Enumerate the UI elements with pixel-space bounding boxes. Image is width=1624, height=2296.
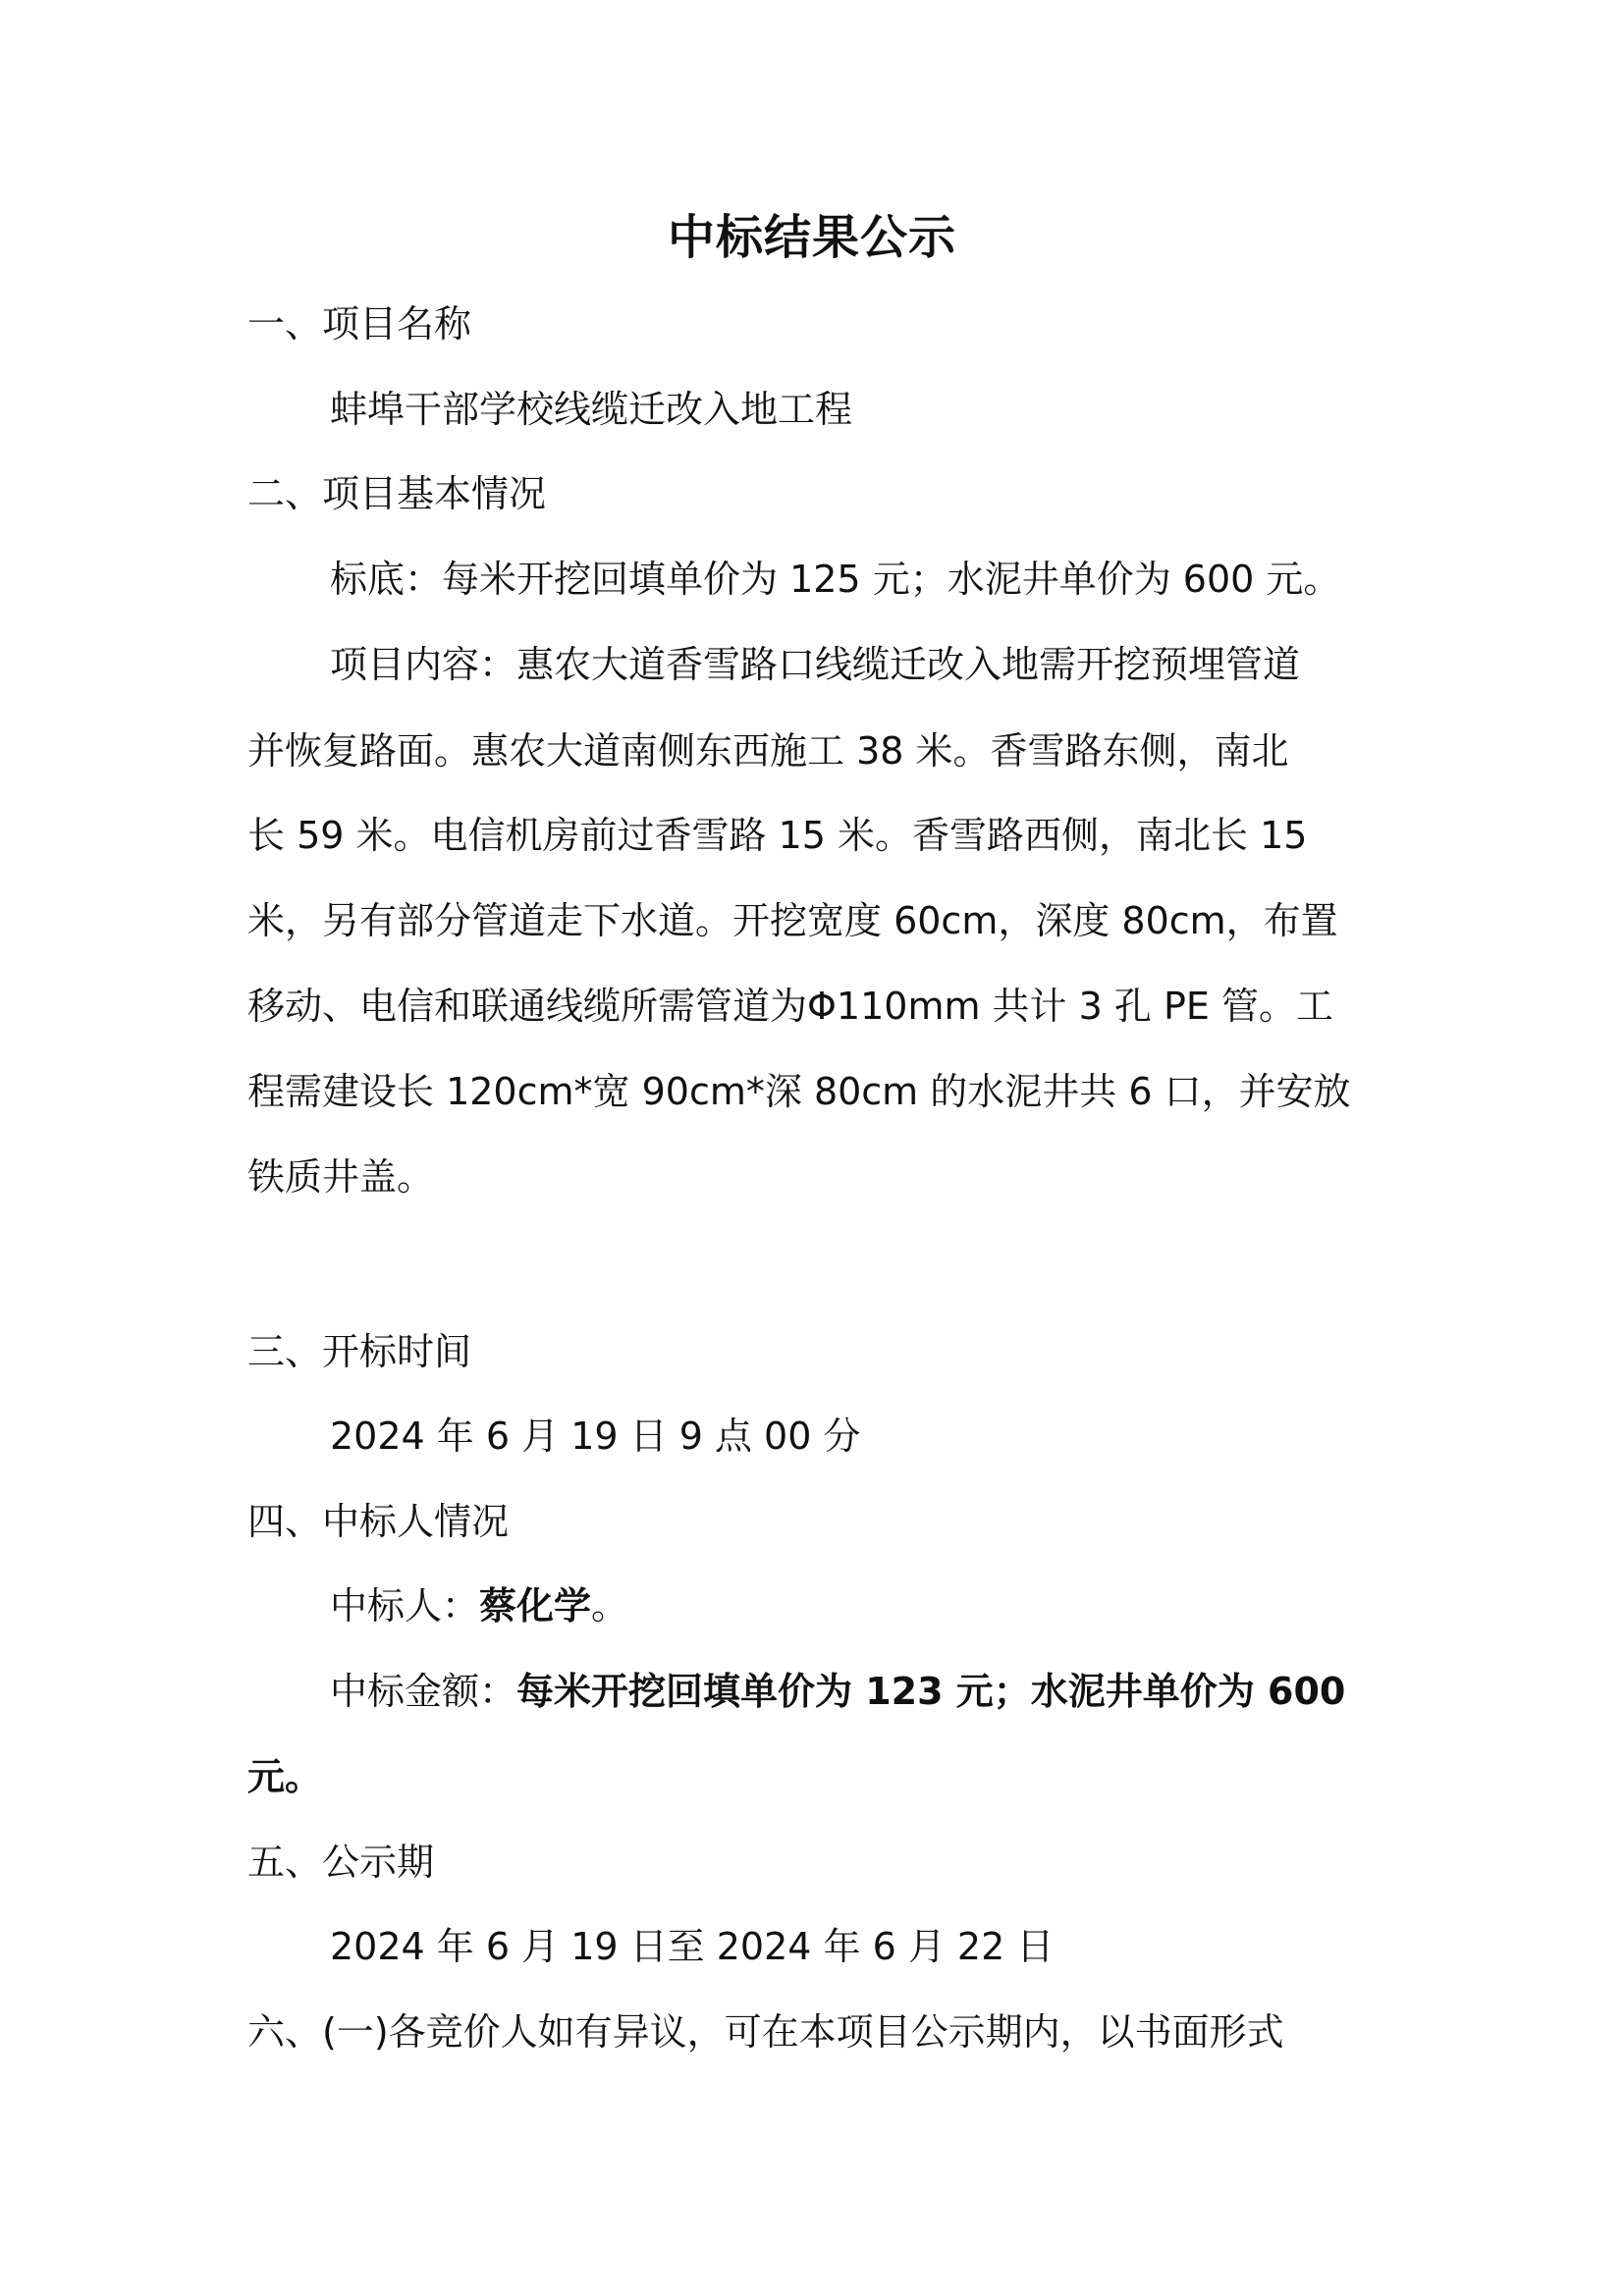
- content-line: 程需建设长 120cm*宽 90cm*深 80cm 的水泥井共 6 口，并安放: [247, 1070, 1351, 1113]
- content-line: 长 59 米。电信机房前过香雪路 15 米。香雪路西侧，南北长 15: [247, 814, 1308, 857]
- public-period-text: 2024 年 6 月 19 日至 2024 年 6 月 22 日: [330, 1925, 1055, 1968]
- amount-label: 中标金额：: [330, 1670, 517, 1713]
- content-line: 米，另有部分管道走下水道。开挖宽度 60cm，深度 80cm，布置: [247, 899, 1338, 942]
- amount-value-continued: 元。: [247, 1755, 323, 1798]
- page-title: 中标结果公示: [667, 210, 956, 265]
- winning-amount-row: [330, 1667, 1345, 1716]
- content-line: 移动、电信和联通线缆所需管道为Φ110mm 共计 3 孔 PE 管。工: [247, 985, 1333, 1028]
- section-heading-open-time: 三、开标时间: [247, 1330, 472, 1373]
- winner-row: [330, 1581, 628, 1630]
- base-price-text: 标底：每米开挖回填单价为 125 元；水泥井单价为 600 元。: [330, 558, 1341, 601]
- winner-name: 蔡化学: [479, 1584, 592, 1628]
- content-line: 铁质井盖。: [247, 1155, 435, 1199]
- content-line: 项目内容：惠农大道香雪路口线缆迁改入地需开挖预埋管道: [330, 643, 1301, 686]
- amount-value: 每米开挖回填单价为 123 元；水泥井单价为 600: [516, 1670, 1346, 1713]
- project-name-text: 蚌埠干部学校线缆迁改入地工程: [330, 388, 853, 431]
- section-heading-basic-info: 二、项目基本情况: [247, 472, 547, 515]
- winner-end: 。: [591, 1584, 629, 1628]
- section-six-line: 六、(一)各竞价人如有异议，可在本项目公示期内，以书面形式: [247, 2010, 1284, 2054]
- section-heading-public-period: 五、公示期: [247, 1841, 435, 1884]
- section-heading-winner: 四、中标人情况: [247, 1500, 510, 1543]
- winner-label: 中标人：: [330, 1584, 480, 1628]
- content-line: 并恢复路面。惠农大道南侧东西施工 38 米。香雪路东侧，南北: [247, 729, 1289, 773]
- open-time-text: 2024 年 6 月 19 日 9 点 00 分: [330, 1415, 861, 1458]
- section-heading-project-name: 一、项目名称: [247, 302, 472, 346]
